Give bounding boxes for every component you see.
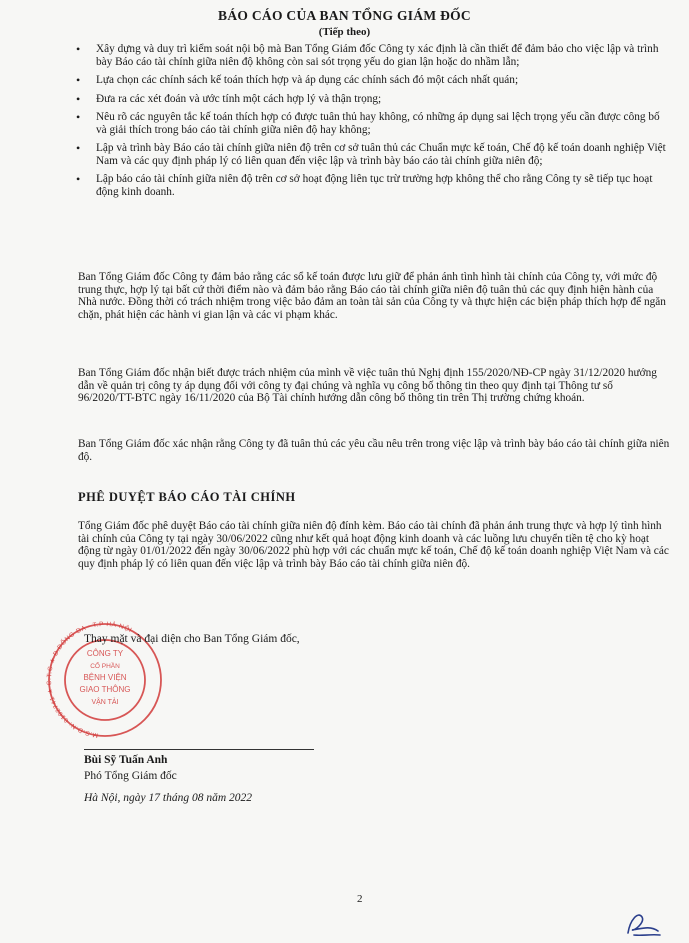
report-subtitle: (Tiếp theo) [318,26,371,38]
approval-heading: PHÊ DUYỆT BÁO CÁO TÀI CHÍNH [78,490,296,504]
bullet-icon: • [76,91,81,106]
list-item: • Lập và trình bày Báo cáo tài chính giữa niên độ trên cơ sở tuân thủ các Chuẩn mực kế toán, Chế độ kế toán doanh nghiệp Việt Nam và các quy định pháp lý có liên quan đến việc lập và trình bày báo cáo tài chính giữa niên độ; [76,141,666,167]
paragraph-compliance: Ban Tổng Giám đốc nhận biết được trách nhiệm của mình về việc tuân thủ Nghị định 155/2020/NĐ-CP ngày 31/12/2020 hướng dẫn về quản trị công ty áp dụng đối với công ty đại chúng và nghĩa vụ công bố thông tin theo quy định tại Thông tư số 96/2020/TT-BTC ngày 16/11/2020 của Bộ Tài chính hướng dẫn công bố thông tin trên Thị trường chứng khoán. [78,367,657,405]
signatory-name: Bùi Sỹ Tuấn Anh [84,754,168,766]
bullet-icon: • [76,172,81,186]
on-behalf-line: Thay mặt và đại diện cho Ban Tổng Giám đốc, [84,633,300,645]
paragraph-confirmation: Ban Tổng Giám đốc xác nhận rằng Công ty đã tuân thủ các yêu cầu nêu trên trong việc lập và trình bày báo cáo tài chính giữa niên độ. [78,438,670,463]
list-item: • Nêu rõ các nguyên tắc kế toán thích hợp có được tuân thủ hay không, có những áp dụng sai lệch trọng yếu cần được công bố và giải thích trong báo cáo tài chính giữa niên độ hay không; [76,110,660,136]
initials-signature [620,905,665,940]
list-item: • Đưa ra các xét đoán và ước tính một cách hợp lý và thận trọng; [76,91,382,106]
stamp-line-1: CÔNG TY [86,649,124,658]
signatory-title: Phó Tổng Giám đốc [84,770,177,782]
stamp-line-5: VẬN TẢI [91,699,119,706]
stamp-ring-text: M.S.D.N: 0102741 ★ C.T.C ★ Đ.ĐỐNG ĐA - T.P HÀ NỘI [45,620,134,739]
approval-paragraph: Tổng Giám đốc phê duyệt Báo cáo tài chính giữa niên độ đính kèm. Báo cáo tài chính đã phản ánh trung thực và hợp lý tình hình tài chính của Công ty tại ngày 30/06/2022 cũng như kết quả hoạt động kinh doanh và các luồng lưu chuyển tiền tệ cho kỳ hoạt động từ ngày 01/01/2022 đến ngày 30/06/2022 phù hợp với các chuẩn mực kế toán, Chế độ kế toán doanh nghiệp Việt Nam và các quy định pháp lý có liên quan đến việc lập và trình bày Báo cáo tài chính giữa niên độ. [78,520,669,570]
bullet-icon: • [76,73,81,87]
page-number: 2 [357,893,363,905]
signature-date: Hà Nội, ngày 17 tháng 08 năm 2022 [84,792,253,804]
company-stamp [30,612,180,742]
report-title: BÁO CÁO CỦA BAN TỔNG GIÁM ĐỐC [218,8,471,23]
list-item: • Xây dựng và duy trì kiểm soát nội bộ mà Ban Tổng Giám đốc Công ty xác định là cần thiết để đảm bảo cho việc lập và trình bày Báo cáo tài chính giữa niên độ không còn sai sót trọng yếu do gian lận hoặc do nhầm lẫn; [76,42,659,68]
paragraph-accounting-records: Ban Tổng Giám đốc Công ty đảm bảo rằng các sổ kế toán được lưu giữ để phản ánh tình hình tài chính của Công ty, với mức độ trung thực, hợp lý tại bất cứ thời điểm nào và đảm bảo rằng Báo cáo tài chính giữa niên độ tuân thủ các quy định hiện hành của Nhà nước. Đồng thời có trách nhiệm trong việc bảo đảm an toàn tài sản của Công ty và thực hiện các biện pháp thích hợp để ngăn chặn, phát hiện các hành vi gian lận và các vi phạm khác. [78,271,666,321]
bullet-icon: • [76,110,81,124]
bullet-icon: • [76,141,81,155]
stamp-line-3: BỆNH VIỆN [83,673,127,682]
responsibility-list [72,43,672,204]
signature-line [84,749,314,750]
stamp-line-4: GIAO THÔNG [79,685,131,694]
bullet-icon: • [76,42,81,56]
list-item: • Lựa chọn các chính sách kế toán thích hợp và áp dụng các chính sách đó một cách nhất quán; [76,73,519,87]
stamp-line-2: CỔ PHẦN [90,663,120,670]
list-item: • Lập báo cáo tài chính giữa niên độ trên cơ sở hoạt động liên tục trừ trường hợp không thể cho rằng Công ty sẽ tiếp tục hoạt động kinh doanh. [76,172,653,198]
